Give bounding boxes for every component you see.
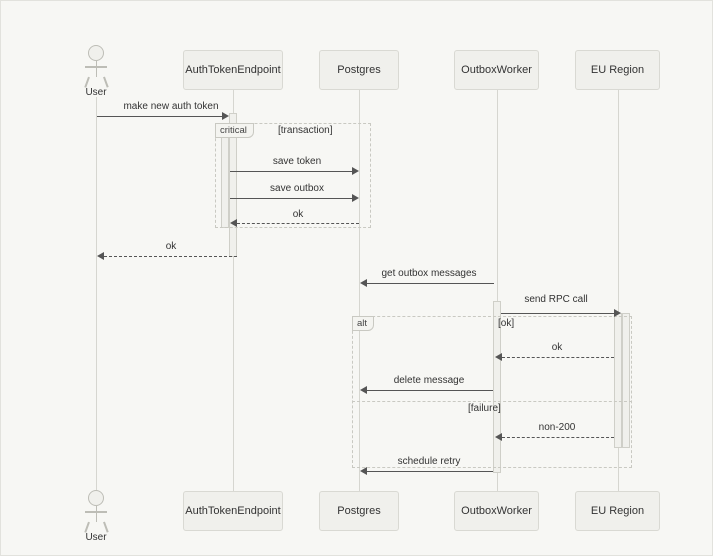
participant-postgres-top[interactable] <box>319 50 399 90</box>
actor-head-icon <box>88 45 104 61</box>
message-line <box>237 223 359 224</box>
message-label: ok <box>551 342 563 353</box>
actor-leg-left-icon <box>84 522 89 533</box>
fragment-kind-label: alt <box>357 318 368 329</box>
message-line <box>502 357 614 358</box>
message-label: non-200 <box>538 422 576 433</box>
participant-euregion-top[interactable] <box>575 50 660 90</box>
lifeline-user <box>96 97 97 491</box>
participant-label: Postgres <box>337 64 381 76</box>
message-arrowhead <box>495 433 502 441</box>
fragment-alt-condition-failure: [failure] <box>468 403 501 414</box>
actor-label-user-top: User <box>85 87 107 98</box>
actor-leg-left-icon <box>84 77 89 88</box>
message-line <box>230 171 352 172</box>
message-arrowhead <box>614 309 621 317</box>
message-line <box>97 116 222 117</box>
fragment-alt-condition-ok: [ok] <box>498 318 515 329</box>
fragment-kind-label: critical <box>220 125 247 136</box>
actor-arms-icon <box>85 66 107 68</box>
message-arrowhead <box>222 112 229 120</box>
message-label: save token <box>272 156 322 167</box>
actor-leg-right-icon <box>103 522 108 533</box>
message-label: send RPC call <box>524 294 588 305</box>
actor-arms-icon <box>85 511 107 513</box>
participant-label: Postgres <box>337 505 381 517</box>
message-label: make new auth token <box>123 101 219 112</box>
participant-label: EU Region <box>590 64 645 76</box>
message-arrowhead <box>495 353 502 361</box>
participant-label: OutboxWorker <box>461 64 532 76</box>
message-arrowhead <box>230 219 237 227</box>
message-label: delete message <box>393 375 465 386</box>
message-label: ok <box>292 209 304 220</box>
actor-head-icon <box>88 490 104 506</box>
actor-leg-right-icon <box>103 77 108 88</box>
actor-torso-icon <box>96 61 98 77</box>
fragment-alt <box>352 316 632 468</box>
fragment-critical-tab <box>215 123 254 138</box>
actor-torso-icon <box>96 506 98 522</box>
fragment-alt-divider <box>352 401 632 402</box>
message-arrowhead <box>97 252 104 260</box>
message-line <box>367 283 494 284</box>
message-arrowhead <box>360 279 367 287</box>
message-line <box>501 313 614 314</box>
message-line <box>230 198 352 199</box>
message-label: ok <box>165 241 177 252</box>
participant-authtokenendpoint-bottom[interactable] <box>183 491 283 531</box>
message-line <box>104 256 237 257</box>
message-arrowhead <box>352 167 359 175</box>
message-arrowhead <box>360 386 367 394</box>
message-line <box>502 437 614 438</box>
participant-euregion-bottom[interactable] <box>575 491 660 531</box>
message-line <box>367 471 493 472</box>
fragment-critical-condition: [transaction] <box>278 125 333 136</box>
participant-authtokenendpoint-top[interactable] <box>183 50 283 90</box>
participant-label: AuthTokenEndpoint <box>185 64 281 76</box>
message-line <box>367 390 493 391</box>
participant-label: OutboxWorker <box>461 505 532 517</box>
participant-label: EU Region <box>590 505 645 517</box>
message-label: get outbox messages <box>381 268 477 279</box>
fragment-alt-tab <box>352 316 374 331</box>
participant-label: AuthTokenEndpoint <box>185 505 281 517</box>
participant-outboxworker-top[interactable] <box>454 50 539 90</box>
message-arrowhead <box>352 194 359 202</box>
message-arrowhead <box>360 467 367 475</box>
participant-outboxworker-bottom[interactable] <box>454 491 539 531</box>
message-label: save outbox <box>270 183 324 194</box>
participant-postgres-bottom[interactable] <box>319 491 399 531</box>
actor-label-user-bottom: User <box>85 532 107 543</box>
message-label: schedule retry <box>397 456 461 467</box>
